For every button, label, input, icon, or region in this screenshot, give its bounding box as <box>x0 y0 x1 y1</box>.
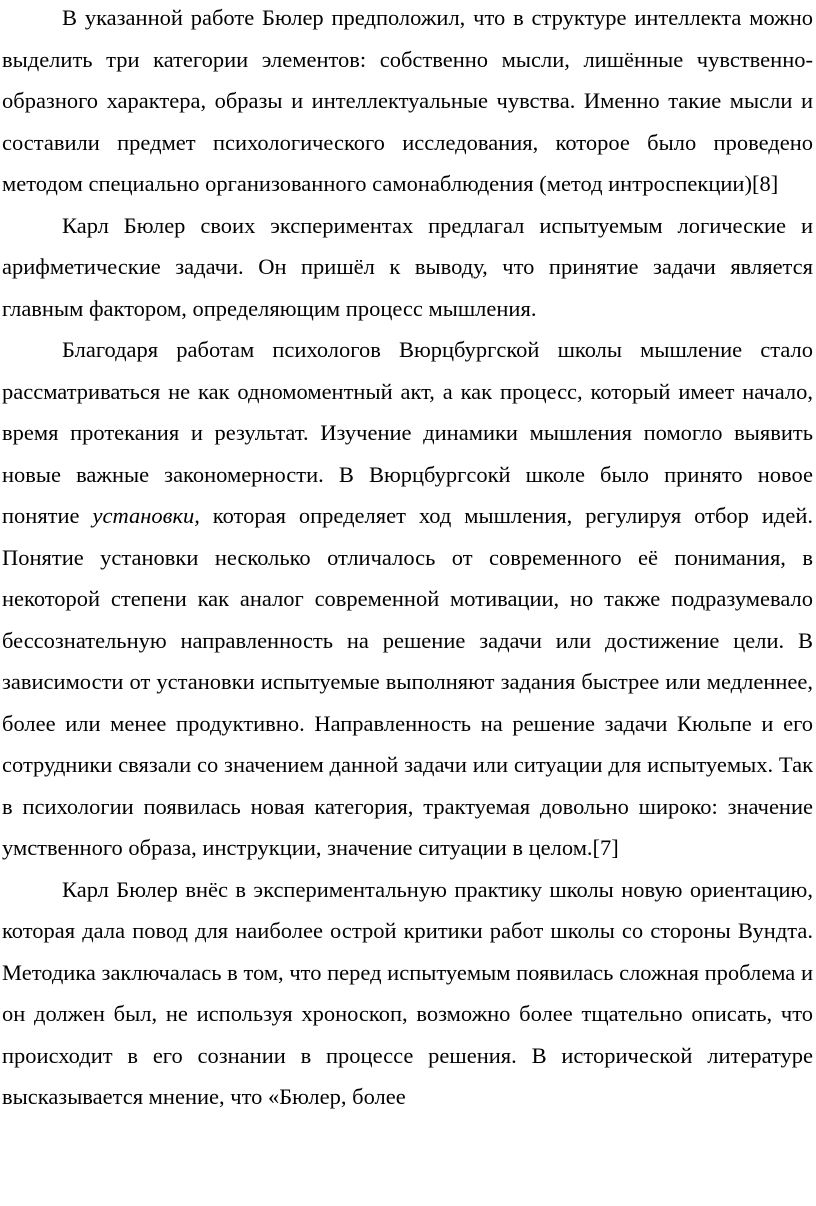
paragraph-1: В указанной работе Бюлер предположил, что в структуре интеллекта можно выделить три категории элементов: собственно мысли, лишённые чувственно-образного характера, образы и интеллектуальные чувства. Именно такие мысли и составили предмет психологического исследования, которое было проведено методом специально организованного самонаблюдения (метод интроспекции)[8] <box>2 5 813 196</box>
paragraph-3 <box>2 329 813 869</box>
paragraph-4: Карл Бюлер внёс в экспериментальную практику школы новую ориентацию, которая дала повод для наиболее острой критики работ школы со стороны Вундта. Методика заключалась в том, что перед испытуемым появилась сложная проблема и он должен был, не используя хроноскоп, возможно более тщательно описать, что происходит в его сознании в процессе решения. В исторической литературе высказывается мнение, что «Бюлер, более <box>2 876 813 1109</box>
paragraph-3-emphasis: установки, <box>92 503 200 528</box>
paragraph-3-text-start: Благодаря работам психологов Вюрцбургской школы мышление стало рассматриваться не как одномоментный акт, а как процесс, который имеет начало, время протекания и результат. Изучение динамики мышления помогло выявить новые важные закономерности. В Вюрцбургсокй школе было принято новое понятие <box>2 337 813 528</box>
paragraph-3-text-end: которая определяет ход мышления, регулируя отбор идей. Понятие установки несколько отличалось от современного её понимания, в некоторой степени как аналог современной мотивации, но также подразумевало бессознательную направленность на решение задачи или достижение цели. В зависимости от установки испытуемые выполняют задания быстрее или медленнее, более или менее продуктивно. Направленность на решение задачи Кюльпе и его сотрудники связали со значением данной задачи или ситуации для испытуемых. Так в психологии появилась новая категория, трактуемая довольно широко: значение умственного образа, инструкции, значение ситуации в целом.[7] <box>2 503 814 860</box>
paragraph-2: Карл Бюлер своих экспериментах предлагал испытуемым логические и арифметические задачи. Он пришёл к выводу, что принятие задачи является главным фактором, определяющим процесс мышления. <box>2 212 813 321</box>
